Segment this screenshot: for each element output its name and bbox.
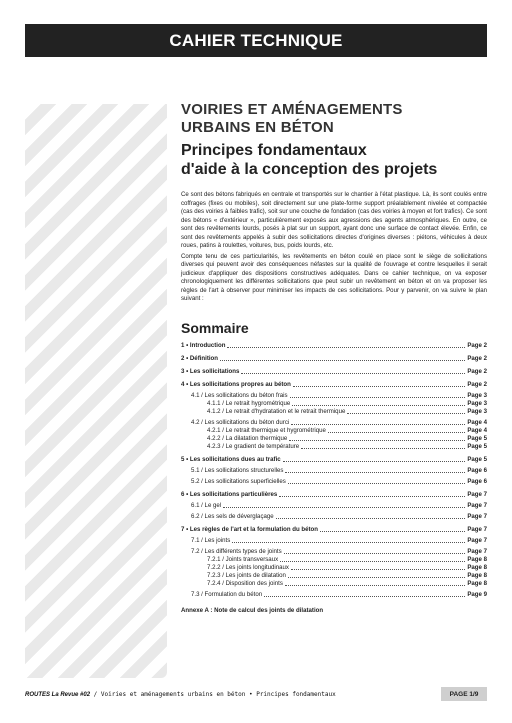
header-band bbox=[25, 24, 487, 57]
toc-entry[interactable] bbox=[181, 419, 487, 427]
toc-leader bbox=[320, 531, 465, 532]
toc-entry[interactable] bbox=[181, 564, 487, 572]
toc-entry-label: 4.2 / Les sollicitations du béton durci bbox=[191, 418, 290, 426]
toc-leader bbox=[293, 386, 466, 387]
toc-leader bbox=[328, 432, 465, 433]
toc-leader bbox=[280, 561, 465, 562]
toc-entry-page: Page 8 bbox=[467, 555, 487, 563]
toc-leader bbox=[288, 483, 466, 484]
toc-entry-page: Page 7 bbox=[467, 501, 487, 509]
toc-entry[interactable] bbox=[181, 556, 487, 564]
toc-entry-label: 4.2.1 / Le retrait thermique et hygrométrique bbox=[207, 426, 326, 434]
toc-entry-label: 5 • Les sollicitations dues au trafic bbox=[181, 455, 281, 463]
article-subtitle bbox=[181, 141, 487, 179]
article-title-line2: URBAINS EN BÉTON bbox=[181, 119, 334, 136]
toc-entry-label: 5.1 / Les sollicitations structurelles bbox=[191, 466, 284, 474]
toc-entry[interactable] bbox=[181, 435, 487, 443]
toc-entry-label: 4.1 / Les sollicitations du béton frais bbox=[191, 391, 288, 399]
toc-entry[interactable] bbox=[181, 572, 487, 580]
toc-leader bbox=[227, 347, 465, 348]
toc-entry-label: 4.1.2 / Le retrait d'hydratation et le retrait thermique bbox=[207, 407, 346, 415]
toc-entry[interactable] bbox=[181, 381, 487, 389]
toc-leader bbox=[279, 496, 465, 497]
toc-leader bbox=[288, 577, 465, 578]
toc-leader bbox=[291, 569, 465, 570]
toc-leader bbox=[283, 461, 466, 462]
toc-entry-page: Page 4 bbox=[467, 426, 487, 434]
toc-entry-label: 4 • Les sollicitations propres au béton bbox=[181, 380, 291, 388]
toc-entry-label: 2 • Définition bbox=[181, 354, 219, 362]
toc-entry-page: Page 8 bbox=[467, 571, 487, 579]
toc-leader bbox=[292, 405, 465, 406]
toc-entry-page: Page 6 bbox=[467, 466, 487, 474]
footer-separator: / bbox=[90, 691, 101, 698]
toc-entry[interactable] bbox=[181, 400, 487, 408]
toc-leader bbox=[347, 413, 465, 414]
toc-entry-label: 4.2.2 / La dilatation thermique bbox=[207, 434, 288, 442]
toc-entry-label: 7.3 / Formulation du béton bbox=[191, 590, 263, 598]
toc-entry[interactable] bbox=[181, 342, 487, 350]
toc-entry-page: Page 3 bbox=[467, 391, 487, 399]
sommaire-title: Sommaire bbox=[181, 319, 249, 336]
toc-leader bbox=[284, 553, 466, 554]
toc-entry[interactable] bbox=[181, 368, 487, 376]
toc-entry[interactable] bbox=[181, 537, 487, 545]
toc-entry-page: Page 8 bbox=[467, 579, 487, 587]
footer-running-title bbox=[25, 691, 336, 698]
toc-entry[interactable] bbox=[181, 526, 487, 534]
article-subtitle-line1: Principes fondamentaux bbox=[181, 142, 367, 159]
toc-entry[interactable] bbox=[181, 427, 487, 435]
page-footer bbox=[25, 689, 487, 700]
toc-leader bbox=[291, 424, 465, 425]
toc-entry-label: 7 • Les règles de l'art et la formulation du béton bbox=[181, 525, 318, 533]
toc-entry-label: 5.2 / Les sollicitations superficielles bbox=[191, 477, 286, 485]
toc-entry-page: Page 9 bbox=[467, 590, 487, 598]
toc-entry[interactable] bbox=[181, 443, 487, 451]
toc-entry[interactable] bbox=[181, 467, 487, 475]
toc-entry-label: 7.2.1 / Joints transversaux bbox=[207, 555, 279, 563]
toc-entry-page: Page 7 bbox=[467, 512, 487, 520]
header-title: CAHIER TECHNIQUE bbox=[169, 30, 343, 50]
toc-entry-label: 7.1 / Les joints bbox=[191, 536, 231, 544]
toc-entry-page: Page 3 bbox=[467, 399, 487, 407]
toc-entry-page: Page 5 bbox=[467, 455, 487, 463]
toc-entry-label: 6 • Les sollicitations particulières bbox=[181, 490, 278, 498]
annexe-note: Annexe A : Note de calcul des joints de dilatation bbox=[181, 606, 324, 614]
toc-entry-page: Page 3 bbox=[467, 407, 487, 415]
toc-entry[interactable] bbox=[181, 478, 487, 486]
table-of-contents bbox=[181, 342, 487, 599]
toc-entry-label: 7.2 / Les différents types de joints bbox=[191, 547, 282, 555]
footer-article-title: Voiries et aménagements urbains en béton • Principes fondamentaux bbox=[100, 691, 336, 698]
toc-entry-label: 1 • Introduction bbox=[181, 341, 226, 349]
toc-leader bbox=[232, 542, 465, 543]
toc-entry-label: 4.1.1 / Le retrait hygrométrique bbox=[207, 399, 291, 407]
intro-paragraph-1: Ce sont des bétons fabriqués en centrale et transportés sur le chantier à l'état plastique. Là, ils sont coulés entre coffrages (fixes ou mobiles), soit directement sur une plate-forme support préalablement nivelée et compactée (cas des voiries à faibles trafic), soit sur une couche de fondation (cas des voiries à moyen et fort trafics). Ce sont des bétons « d'extérieur », particulièrement exposés aux agressions des agents atmosphériques. En outre, ce sont des revêtements lourds, posés à plat sur un support, ayant donc une surface de contact élevée. Enfin, ce sont des revêtements appelés à subir des sollicitations directes d'origines diverses : piétons, véhicules à deux roues, patins à roulettes, voitures, bus, poids lourds, etc. bbox=[181, 191, 487, 249]
toc-entry-label: 6.2 / Les sels de déverglaçage bbox=[191, 512, 274, 520]
article-subtitle-line2: d'aide à la conception des projets bbox=[181, 161, 438, 178]
toc-leader bbox=[241, 373, 465, 374]
toc-leader bbox=[290, 397, 466, 398]
article-title-line1: VOIRIES ET AMÉNAGEMENTS bbox=[181, 101, 403, 118]
page-number-badge: PAGE 1/9 bbox=[441, 687, 487, 701]
toc-leader bbox=[289, 440, 465, 441]
toc-entry-label: 7.2.4 / Disposition des joints bbox=[207, 579, 283, 587]
toc-entry-page: Page 7 bbox=[467, 490, 487, 498]
toc-leader bbox=[301, 448, 465, 449]
toc-entry-page: Page 4 bbox=[467, 418, 487, 426]
footer-publication: ROUTES La Revue #02 bbox=[25, 692, 91, 698]
toc-entry-label: 7.2.2 / Les joints longitudinaux bbox=[207, 563, 289, 571]
toc-entry-label: 6.1 / Le gel bbox=[191, 501, 222, 509]
toc-entry-page: Page 2 bbox=[467, 354, 487, 362]
toc-leader bbox=[285, 472, 465, 473]
intro-paragraph-2: Compte tenu de ces particularités, les revêtements en béton coulé en place sont le siège de sollicitations diverses qui peuvent avoir des conséquences néfastes sur la qualité de l'ouvrage et contre lesquelles il serait judicieux d'appliquer des dispositions constructives adéquates. Dans ce cahier technique, on va exposer chronologiquement les différentes sollicitations que peut subir un revêtement en béton et on va proposer les règles de l'art à observer pour minimiser les impacts de ces sollicitations. Pour y parvenir, on va suivre le plan suivant : bbox=[181, 252, 487, 302]
toc-entry-page: Page 6 bbox=[467, 477, 487, 485]
toc-entry-page: Page 5 bbox=[467, 442, 487, 450]
toc-entry[interactable] bbox=[181, 502, 487, 510]
toc-leader bbox=[285, 585, 465, 586]
toc-entry-page: Page 7 bbox=[467, 536, 487, 544]
toc-entry-label: 3 • Les sollicitations bbox=[181, 367, 240, 375]
toc-entry-page: Page 7 bbox=[467, 525, 487, 533]
toc-entry-label: 4.2.3 / Le gradient de température bbox=[207, 442, 300, 450]
toc-entry[interactable] bbox=[181, 491, 487, 499]
toc-entry[interactable] bbox=[181, 591, 487, 599]
toc-entry[interactable] bbox=[181, 513, 487, 521]
toc-entry-page: Page 5 bbox=[467, 434, 487, 442]
toc-entry[interactable] bbox=[181, 548, 487, 556]
toc-leader bbox=[264, 596, 465, 597]
toc-entry-page: Page 2 bbox=[467, 341, 487, 349]
toc-entry[interactable] bbox=[181, 355, 487, 363]
toc-entry-page: Page 2 bbox=[467, 367, 487, 375]
article-content bbox=[181, 101, 487, 614]
toc-entry[interactable] bbox=[181, 392, 487, 400]
toc-entry[interactable] bbox=[181, 408, 487, 416]
toc-leader bbox=[223, 507, 465, 508]
decorative-stripes bbox=[25, 104, 167, 678]
toc-leader bbox=[276, 518, 466, 519]
toc-entry-page: Page 8 bbox=[467, 563, 487, 571]
toc-entry-page: Page 7 bbox=[467, 547, 487, 555]
toc-leader bbox=[220, 360, 465, 361]
toc-entry[interactable] bbox=[181, 580, 487, 588]
article-title bbox=[181, 101, 487, 137]
toc-entry-page: Page 2 bbox=[467, 380, 487, 388]
toc-entry-label: 7.2.3 / Les joints de dilatation bbox=[207, 571, 286, 579]
toc-entry[interactable] bbox=[181, 456, 487, 464]
